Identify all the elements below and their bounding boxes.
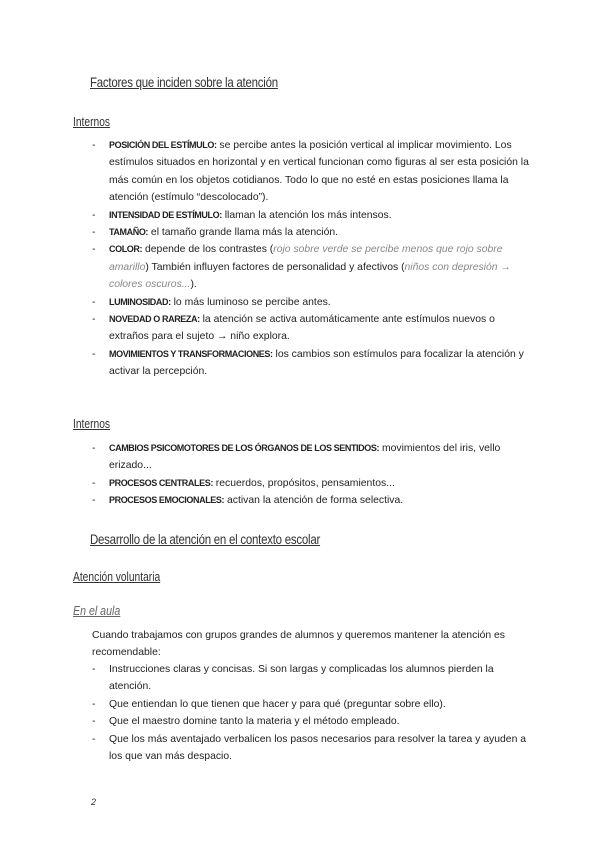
term-description: se percibe antes la posición vertical al implicar movimiento. Los estímulos situados en horizontal y en vertical funcionan como figuras al ser esta posición la más común en los objetos cotidianos. Todo lo que no esté en estas posiciones llama la atención (estímulo “descolocado”). <box>109 140 529 204</box>
list-item <box>92 346 532 381</box>
page-number: 2 <box>91 797 97 807</box>
term-description: el tamaño grande llama más la atención. <box>148 227 339 239</box>
term-label: PROCESOS CENTRALES: <box>109 477 213 488</box>
aula-intro-paragraph: Cuando trabajamos con grupos grandes de alumnos y queremos mantener la atención es recomendable: <box>92 630 505 659</box>
section-title-desarrollo: Desarrollo de la atención en el contexto escolar <box>90 531 321 547</box>
subheading-en-el-aula: En el aula <box>73 604 121 618</box>
list-item <box>92 440 532 475</box>
term-label: POSICIÓN DEL ESTÍMULO: <box>109 140 217 150</box>
subheading-atencion-voluntaria: Atención voluntaria <box>73 570 161 584</box>
term-label: CAMBIOS PSICOMOTORES DE LOS ÓRGANOS DE LOS SENTIDOS: <box>109 443 380 453</box>
list-item <box>92 241 532 293</box>
list-item <box>92 207 532 224</box>
term-label: TAMAÑO: <box>109 227 149 238</box>
example-note: niños con depresión → colores oscuros... <box>109 261 511 291</box>
example-note: rojo sobre verde se percibe menos que rojo sobre amarillo <box>109 244 503 273</box>
list-item <box>92 492 532 509</box>
term-description: llaman la atención los más intensos. <box>221 209 392 221</box>
list-item <box>92 224 532 241</box>
list-item: - Que el maestro domine tanto la materia y el método empleado. <box>92 713 532 730</box>
section-title-factores: Factores que inciden sobre la atención <box>90 74 278 90</box>
list-item: - Instrucciones claras y concisas. Si son largas y complicadas los alumnos pierden la atención. <box>92 661 532 696</box>
list-item <box>92 137 532 207</box>
term-description: lo más luminoso se percibe antes. <box>170 296 331 308</box>
list-item <box>92 311 532 346</box>
term-label: NOVEDAD O RAREZA: <box>109 314 200 325</box>
list-item: - Que los más aventajado verbalicen los pasos necesarios para resolver la tarea y ayuden a los que van más despacio. <box>92 731 532 766</box>
term-description: la atención se activa automáticamente ante estímulos nuevos o extraños para el sujeto → niño explora. <box>109 314 495 343</box>
term-label: COLOR: <box>109 244 143 255</box>
factors-list <box>92 137 532 381</box>
term-description: activan la atención de forma selectiva. <box>224 495 404 507</box>
recommendations-list <box>92 661 532 765</box>
subheading-internos-1: Internos <box>73 115 111 129</box>
list-item: - Que entiendan lo que tienen que hacer y para qué (preguntar sobre ello). <box>92 696 532 713</box>
term-label: PROCESOS EMOCIONALES: <box>109 495 225 506</box>
term-description: ). <box>190 279 197 291</box>
term-description: recuerdos, propósitos, pensamientos... <box>212 477 395 489</box>
term-description: depende de los contrastes ( <box>142 244 274 256</box>
list-item <box>92 475 532 492</box>
term-label: LUMINOSIDAD: <box>109 296 171 307</box>
term-description: los cambios son estímulos para focalizar la atención y activar la percepción. <box>109 348 524 378</box>
term-description: movimientos del iris, vello erizado... <box>109 443 501 472</box>
subheading-internos-2: Internos <box>73 417 111 431</box>
term-label: INTENSIDAD DE ESTÍMULO: <box>109 209 222 220</box>
term-description: ) También influyen factores de personalidad y afectivos ( <box>145 261 405 273</box>
term-label: MOVIMIENTOS Y TRANSFORMACIONES: <box>109 348 273 359</box>
list-item <box>92 294 532 311</box>
internal-factors-list <box>92 440 532 510</box>
